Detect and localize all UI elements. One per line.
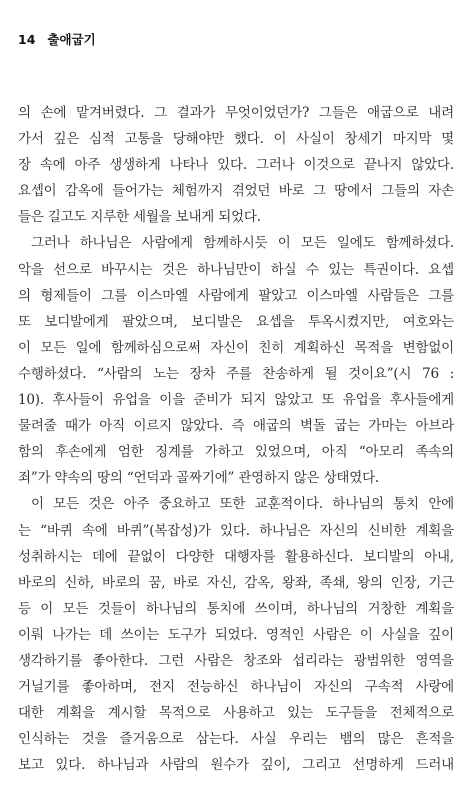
text-line: 의 손에 맡겨버렸다. 그 결과가 무엇이었던가? 그들은 애굽으로 내려 xyxy=(18,105,454,121)
text-line: 이뤄 나가는 데 쓰이는 도구가 되었다. 영적인 사람은 이 사실을 깊이 xyxy=(18,626,454,643)
text-line: 는 “바퀴 속에 바퀴”(복잡성)가 있다. 하나님은 자신의 신비한 계획을 xyxy=(18,522,454,539)
text-line: 바로의 신하, 바로의 꿈, 바로 자신, 감옥, 왕좌, 족쇄, 왕의 인장, 기근 xyxy=(18,574,454,591)
text-line: 수행하셨다. “사람의 노는 장차 주를 찬송하게 될 것이요”(시 76 : xyxy=(18,365,454,382)
text-line: 등 이 모든 것들이 하나님의 통치에 쓰이며, 하나님의 거창한 계획을 xyxy=(18,600,454,617)
text-line: 장 속에 아주 생생하게 나타나 있다. 그러나 이것으로 끝나지 않았다. xyxy=(18,157,454,174)
text-line: 이 모든 것은 아주 중요하고 또한 교훈적이다. 하나님의 통치 안에 xyxy=(31,496,454,513)
text-line: 물려줄 때가 아직 이르지 않았다. 즉 애굽의 벽돌 굽는 가마는 아브라 xyxy=(18,418,454,435)
text-line: 악을 선으로 바꾸시는 것은 하나님만이 하실 수 있는 특권이다. 요셉 xyxy=(18,261,454,278)
text-line: 생각하기를 좋아한다. 그런 사람은 창조와 섭리라는 광범위한 영역을 xyxy=(18,652,454,669)
text-line: 거닐기를 좋아하며, 전지 전능하신 하나님이 자신의 구속적 사랑에 xyxy=(18,679,454,696)
text-line: 또 보디발에게 팔았으며, 보디발은 요셉을 투옥시켰지만, 여호와는 xyxy=(18,313,454,330)
text-line: 들은 길고도 지루한 세월을 보내게 되었다. xyxy=(18,209,261,226)
text-line: 이 모든 일에 함께하심으로써 자신이 친히 계획하신 목적을 변함없이 xyxy=(18,339,454,356)
text-line: 의 형제들이 그를 이스마엘 사람에게 팔았고 이스마엘 사람들은 그를 xyxy=(18,287,454,304)
text-line: 대한 계획을 계시할 목적으로 사용하고 있는 도구들을 전체적으로 xyxy=(18,705,454,722)
text-line: 성취하시는 데에 끝없이 다양한 대행자를 활용하신다. 보디발의 아내, xyxy=(18,548,454,565)
text-line: 요셉이 감옥에 들어가는 체험까지 겪었던 바로 그 땅에서 그들의 자손 xyxy=(18,183,454,200)
text-line: 가서 깊은 심적 고통을 당해야만 했다. 이 사실이 창세기 마지막 몇 xyxy=(18,131,454,148)
text-line: 보고 있다. 하나님과 사람의 원수가 깊이, 그리고 선명하게 드러내 xyxy=(18,757,454,774)
book-title: 출애굽기 xyxy=(47,32,96,47)
text-line: 인식하는 것을 즐거움으로 삼는다. 사실 우리는 뱀의 많은 흔적을 xyxy=(18,731,454,748)
page-number: 14 xyxy=(18,32,36,47)
body-text xyxy=(18,100,454,778)
page-header xyxy=(18,30,96,48)
text-line: 함의 후손에게 엄한 징계를 가하고 있었으며, 아직 “아모리 족속의 xyxy=(18,444,454,461)
text-line: 그러나 하나님은 사람에게 함께하시듯 이 모든 일에도 함께하셨다. xyxy=(31,235,454,252)
text-line: 10). 후사들이 유업을 이을 준비가 되지 않았고 또 유업을 후사들에게 xyxy=(18,392,454,409)
text-line: 죄”가 약속의 땅의 “언덕과 골짜기에” 관영하지 않은 상태였다. xyxy=(18,470,380,487)
